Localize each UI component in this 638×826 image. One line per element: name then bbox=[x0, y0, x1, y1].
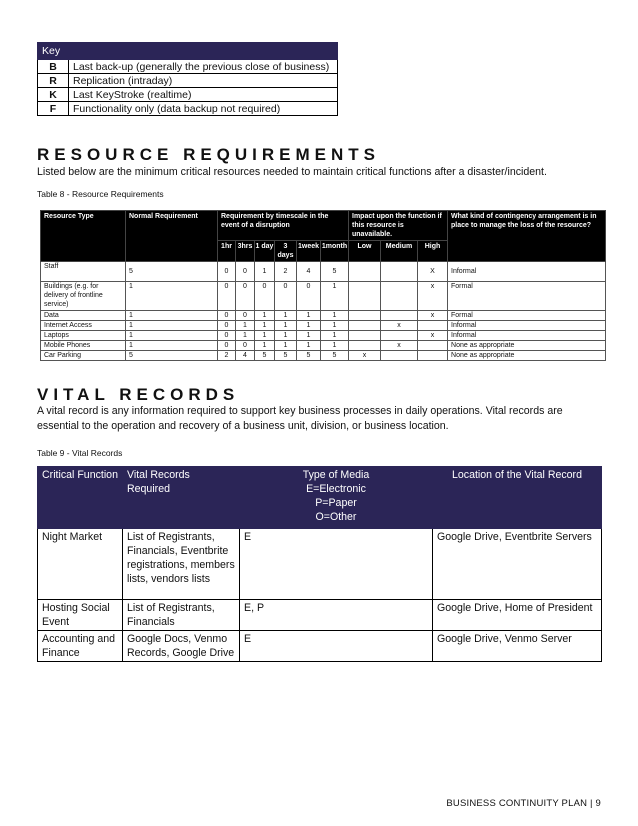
key-table-header: Key bbox=[38, 43, 338, 60]
normal-requirement-cell: 1 bbox=[126, 321, 218, 331]
col-time-1week: 1week bbox=[297, 241, 321, 262]
timescale-cell: 0 bbox=[218, 262, 236, 282]
impact-medium-cell bbox=[381, 262, 418, 282]
timescale-cell: 1 bbox=[275, 341, 297, 351]
vital-function: Night Market bbox=[38, 529, 123, 600]
table-row bbox=[41, 282, 606, 311]
col-resource-type: Resource Type bbox=[41, 211, 126, 262]
key-description: Functionality only (data backup not required) bbox=[69, 102, 338, 116]
impact-high-cell: x bbox=[418, 282, 448, 311]
resource-requirements-table bbox=[40, 210, 606, 361]
normal-requirement-cell: 1 bbox=[126, 282, 218, 311]
table-row bbox=[38, 600, 602, 631]
contingency-cell: None as appropriate bbox=[448, 341, 606, 351]
impact-high-cell: X bbox=[418, 262, 448, 282]
col-type-of-media bbox=[240, 467, 433, 529]
timescale-cell: 1 bbox=[321, 282, 349, 311]
table-row bbox=[38, 74, 338, 88]
impact-high-cell bbox=[418, 351, 448, 361]
key-code: F bbox=[38, 102, 69, 116]
timescale-cell: 1 bbox=[255, 311, 275, 321]
impact-medium-cell bbox=[381, 331, 418, 341]
timescale-cell: 5 bbox=[321, 351, 349, 361]
timescale-cell: 1 bbox=[297, 321, 321, 331]
timescale-cell: 0 bbox=[218, 282, 236, 311]
impact-medium-cell: x bbox=[381, 341, 418, 351]
impact-high-cell: x bbox=[418, 331, 448, 341]
timescale-cell: 1 bbox=[321, 311, 349, 321]
timescale-cell: 1 bbox=[297, 331, 321, 341]
col-timescale: Requirement by timescale in the event of a disruption bbox=[218, 211, 349, 241]
timescale-cell: 1 bbox=[236, 321, 255, 331]
timescale-cell: 1 bbox=[255, 321, 275, 331]
key-code: K bbox=[38, 88, 69, 102]
timescale-cell: 4 bbox=[297, 262, 321, 282]
timescale-cell: 2 bbox=[275, 262, 297, 282]
key-code: R bbox=[38, 74, 69, 88]
timescale-cell: 1 bbox=[236, 331, 255, 341]
table-row bbox=[41, 351, 606, 361]
col-time-1hr: 1hr bbox=[218, 241, 236, 262]
timescale-cell: 5 bbox=[297, 351, 321, 361]
col-time-1month: 1month bbox=[321, 241, 349, 262]
timescale-cell: 0 bbox=[218, 341, 236, 351]
contingency-cell: Informal bbox=[448, 262, 606, 282]
resource-type-cell: Data bbox=[41, 311, 126, 321]
table-row bbox=[41, 331, 606, 341]
col-impact: Impact upon the function if this resource is unavailable. bbox=[349, 211, 448, 241]
timescale-cell: 1 bbox=[255, 341, 275, 351]
impact-low-cell bbox=[349, 331, 381, 341]
table-row bbox=[38, 102, 338, 116]
timescale-cell: 1 bbox=[321, 321, 349, 331]
timescale-cell: 1 bbox=[297, 311, 321, 321]
vital-table-caption: Table 9 - Vital Records bbox=[37, 448, 123, 458]
resource-type-cell: Internet Access bbox=[41, 321, 126, 331]
timescale-cell: 0 bbox=[275, 282, 297, 311]
key-description: Last KeyStroke (realtime) bbox=[69, 88, 338, 102]
vital-records: List of Registrants, Financials, Eventbrite registrations, members lists, vendors lists bbox=[123, 529, 240, 600]
impact-medium-cell bbox=[381, 282, 418, 311]
col-contingency: What kind of contingency arrangement is in place to manage the loss of the resource? bbox=[448, 211, 606, 262]
resource-table-caption: Table 8 - Resource Requirements bbox=[37, 189, 164, 199]
timescale-cell: 2 bbox=[218, 351, 236, 361]
media-paper: P=Paper bbox=[315, 497, 357, 509]
vital-records-heading: VITAL RECORDS bbox=[37, 385, 240, 404]
media-title: Type of Media bbox=[302, 469, 370, 481]
col-vital-records-required: Vital Records Required bbox=[123, 467, 240, 529]
table-row bbox=[41, 341, 606, 351]
impact-medium-cell bbox=[381, 311, 418, 321]
resource-type-cell: Staff bbox=[41, 262, 126, 282]
table-row bbox=[38, 529, 602, 600]
timescale-cell: 1 bbox=[255, 262, 275, 282]
timescale-cell: 5 bbox=[321, 262, 349, 282]
timescale-cell: 0 bbox=[218, 331, 236, 341]
timescale-cell: 1 bbox=[321, 341, 349, 351]
timescale-cell: 1 bbox=[275, 321, 297, 331]
col-impact-medium: Medium bbox=[381, 241, 418, 262]
timescale-cell: 4 bbox=[236, 351, 255, 361]
impact-high-cell: x bbox=[418, 311, 448, 321]
resource-type-cell: Laptops bbox=[41, 331, 126, 341]
table-row bbox=[41, 262, 606, 282]
timescale-cell: 0 bbox=[255, 282, 275, 311]
normal-requirement-cell: 1 bbox=[126, 311, 218, 321]
impact-medium-cell: x bbox=[381, 321, 418, 331]
contingency-cell: None as appropriate bbox=[448, 351, 606, 361]
timescale-cell: 0 bbox=[236, 341, 255, 351]
resource-requirements-heading: RESOURCE REQUIREMENTS bbox=[37, 145, 381, 164]
col-impact-low: Low bbox=[349, 241, 381, 262]
vital-media: E, P bbox=[240, 600, 433, 631]
timescale-cell: 0 bbox=[297, 282, 321, 311]
vital-function: Hosting Social Event bbox=[38, 600, 123, 631]
vital-records-intro: A vital record is any information required to support key business processes in daily operations. Vital records are essential to the operation and recovery of a business unit, division, or business location. bbox=[37, 405, 563, 432]
table-row bbox=[41, 321, 606, 331]
vital-location: Google Drive, Home of President bbox=[433, 600, 602, 631]
table-row bbox=[41, 311, 606, 321]
timescale-cell: 1 bbox=[275, 311, 297, 321]
page-footer: BUSINESS CONTINUITY PLAN | 9 bbox=[446, 798, 601, 809]
timescale-cell: 0 bbox=[236, 262, 255, 282]
vital-media: E bbox=[240, 529, 433, 600]
media-electronic: E=Electronic bbox=[306, 483, 366, 495]
timescale-cell: 0 bbox=[218, 321, 236, 331]
col-critical-function: Critical Function bbox=[38, 467, 123, 529]
col-normal-requirement: Normal Requirement bbox=[126, 211, 218, 262]
contingency-cell: Informal bbox=[448, 321, 606, 331]
impact-low-cell bbox=[349, 341, 381, 351]
timescale-cell: 1 bbox=[255, 331, 275, 341]
key-table bbox=[37, 42, 338, 116]
timescale-cell: 1 bbox=[321, 331, 349, 341]
key-description: Replication (intraday) bbox=[69, 74, 338, 88]
key-description: Last back-up (generally the previous close of business) bbox=[69, 60, 338, 74]
impact-low-cell bbox=[349, 311, 381, 321]
impact-high-cell bbox=[418, 321, 448, 331]
impact-low-cell bbox=[349, 321, 381, 331]
key-code: B bbox=[38, 60, 69, 74]
col-impact-high: High bbox=[418, 241, 448, 262]
contingency-cell: Formal bbox=[448, 282, 606, 311]
timescale-cell: 0 bbox=[218, 311, 236, 321]
resource-requirements-intro: Listed below are the minimum critical resources needed to maintain critical functions after a disaster/incident. bbox=[37, 166, 547, 178]
table-row bbox=[38, 88, 338, 102]
vital-media: E bbox=[240, 631, 433, 662]
normal-requirement-cell: 5 bbox=[126, 262, 218, 282]
vital-records-table bbox=[37, 466, 602, 662]
vital-records: List of Registrants, Financials bbox=[123, 600, 240, 631]
vital-records: Google Docs, Venmo Records, Google Drive bbox=[123, 631, 240, 662]
timescale-cell: 1 bbox=[275, 331, 297, 341]
timescale-cell: 5 bbox=[275, 351, 297, 361]
normal-requirement-cell: 1 bbox=[126, 331, 218, 341]
resource-table-body bbox=[41, 262, 606, 361]
impact-low-cell bbox=[349, 262, 381, 282]
resource-type-cell: Buildings (e.g. for delivery of frontline service) bbox=[41, 282, 126, 311]
col-time-3hrs: 3hrs bbox=[236, 241, 255, 262]
timescale-cell: 0 bbox=[236, 311, 255, 321]
vital-function: Accounting and Finance bbox=[38, 631, 123, 662]
impact-medium-cell bbox=[381, 351, 418, 361]
impact-high-cell bbox=[418, 341, 448, 351]
timescale-cell: 1 bbox=[297, 341, 321, 351]
timescale-cell: 5 bbox=[255, 351, 275, 361]
table-row bbox=[38, 631, 602, 662]
resource-type-cell: Car Parking bbox=[41, 351, 126, 361]
impact-low-cell: x bbox=[349, 351, 381, 361]
contingency-cell: Formal bbox=[448, 311, 606, 321]
vital-location: Google Drive, Venmo Server bbox=[433, 631, 602, 662]
table-row bbox=[38, 60, 338, 74]
media-other: O=Other bbox=[315, 511, 357, 523]
col-time-3days: 3 days bbox=[275, 241, 297, 262]
normal-requirement-cell: 1 bbox=[126, 341, 218, 351]
resource-type-cell: Mobile Phones bbox=[41, 341, 126, 351]
impact-low-cell bbox=[349, 282, 381, 311]
vital-location: Google Drive, Eventbrite Servers bbox=[433, 529, 602, 600]
contingency-cell: Informal bbox=[448, 331, 606, 341]
col-location: Location of the Vital Record bbox=[433, 467, 602, 529]
timescale-cell: 0 bbox=[236, 282, 255, 311]
normal-requirement-cell: 5 bbox=[126, 351, 218, 361]
col-time-1day: 1 day bbox=[255, 241, 275, 262]
